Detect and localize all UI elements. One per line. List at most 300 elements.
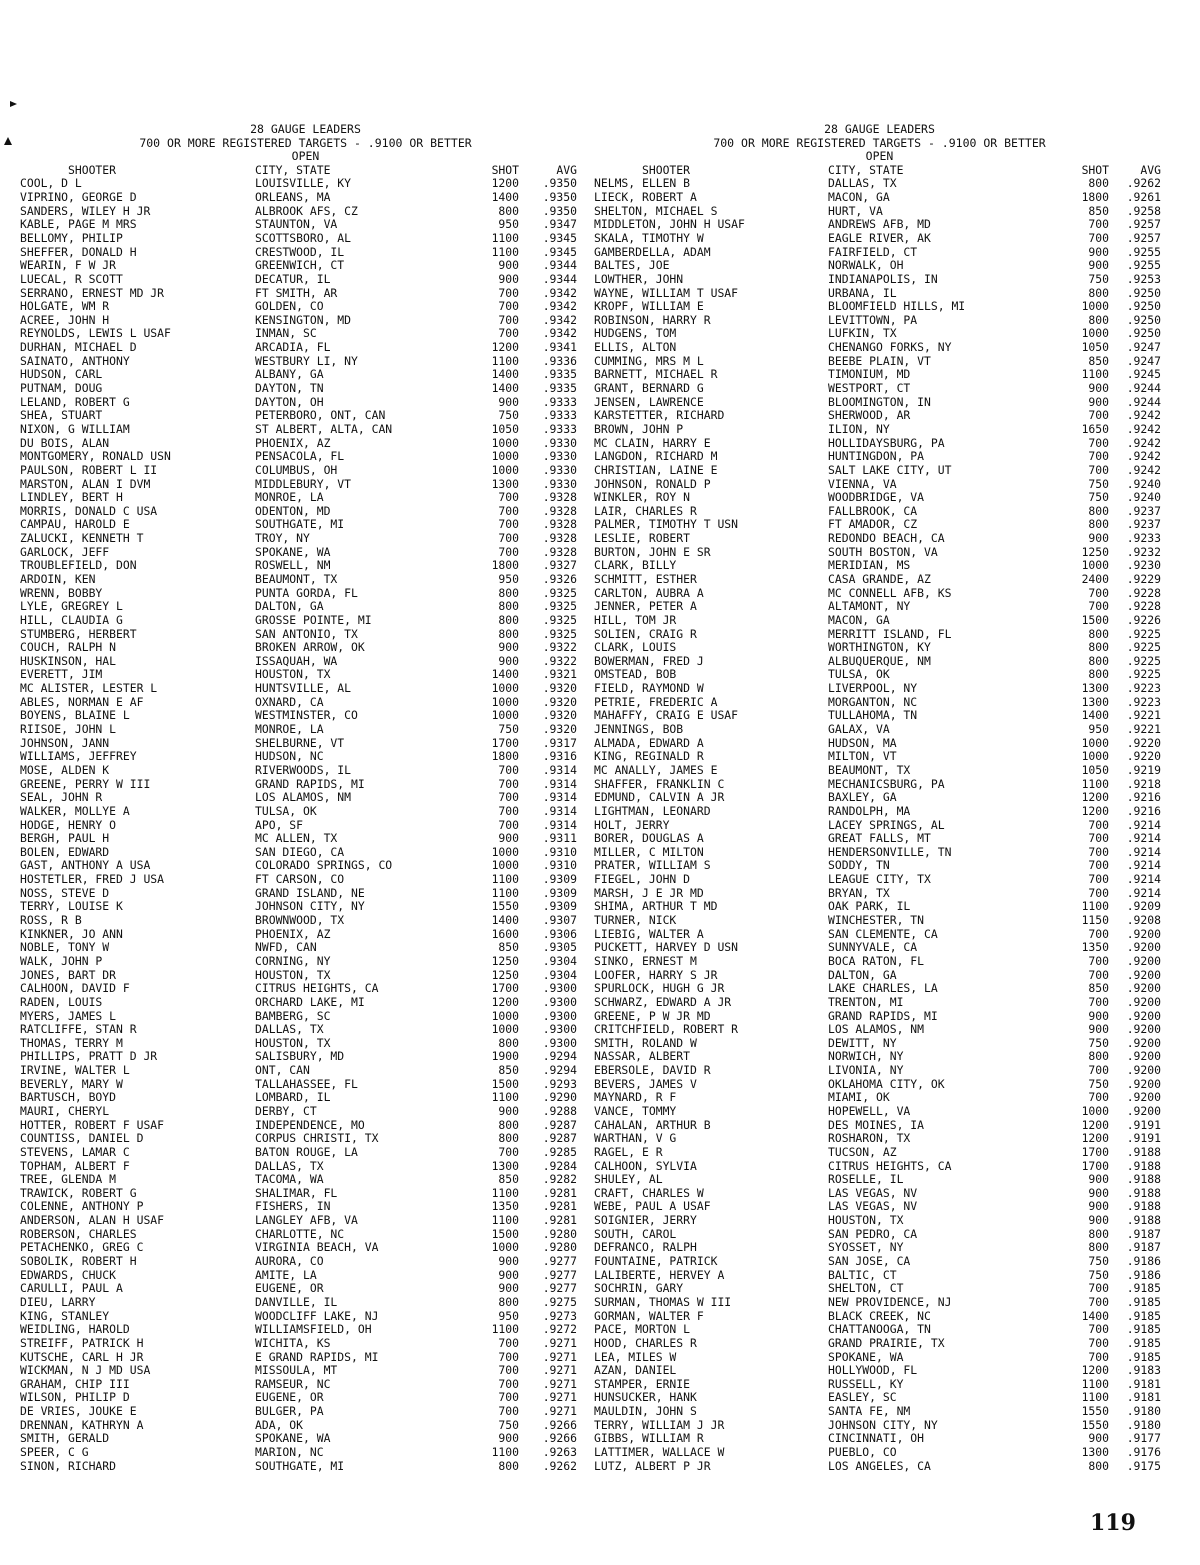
avg-cell: .9191 [1126, 1131, 1161, 1146]
shot-cell: 800 [1088, 285, 1109, 300]
city-cell: BLOOMINGTON, IN [828, 394, 931, 409]
table-row [592, 600, 1167, 614]
shooter-cell: KING, STANLEY [20, 1308, 110, 1323]
table-row [18, 505, 593, 519]
shot-cell: 1100 [491, 1090, 519, 1105]
city-cell: GRAND RAPIDS, MI [828, 1008, 938, 1023]
shot-cell: 1000 [491, 1240, 519, 1255]
avg-cell: .9320 [542, 681, 577, 696]
shooter-cell: MAHAFFY, CRAIG E USAF [594, 708, 739, 723]
shot-cell: 700 [498, 312, 519, 327]
header-avg: AVG [1140, 162, 1161, 177]
shooter-cell: CALHOON, DAVID F [20, 981, 130, 996]
table-row [18, 573, 593, 587]
shot-cell: 700 [498, 299, 519, 314]
table-row [18, 1078, 593, 1092]
city-cell: LOS ALAMOS, NM [255, 790, 352, 805]
city-cell: MERRITT ISLAND, FL [828, 626, 952, 641]
shooter-cell: BEVERS, JAMES V [594, 1076, 697, 1091]
shooter-cell: HOLGATE, WM R [20, 299, 110, 314]
avg-cell: .9200 [1126, 1022, 1161, 1037]
table-row [18, 1323, 593, 1337]
shooter-cell: WAYNE, WILLIAM T USAF [594, 285, 739, 300]
table-row [18, 819, 593, 833]
shot-cell: 1800 [491, 749, 519, 764]
shooter-cell: SHULEY, AL [594, 1172, 663, 1187]
city-cell: HOLLIDAYSBURG, PA [828, 435, 945, 450]
shooter-cell: STEVENS, LAMAR C [20, 1144, 130, 1159]
table-row [592, 1132, 1167, 1146]
city-cell: INDEPENDENCE, MO [255, 1117, 365, 1132]
avg-cell: .9325 [542, 626, 577, 641]
shooter-cell: COUNTISS, DANIEL D [20, 1131, 144, 1146]
table-row [592, 505, 1167, 519]
shot-cell: 900 [498, 1431, 519, 1446]
shooter-cell: SOUTH, CAROL [594, 1226, 677, 1241]
table-row [18, 478, 593, 492]
city-cell: PENSACOLA, FL [255, 449, 345, 464]
shooter-cell: WEARIN, F W JR [20, 258, 117, 273]
avg-cell: .9200 [1126, 926, 1161, 941]
shot-cell: 700 [1088, 217, 1109, 232]
table-row [18, 1023, 593, 1037]
table-row [592, 1160, 1167, 1174]
table-row [592, 546, 1167, 560]
shot-cell: 1000 [1081, 1103, 1109, 1118]
shot-cell: 800 [498, 1035, 519, 1050]
table-row [592, 859, 1167, 873]
table-row [18, 737, 593, 751]
table-row [592, 791, 1167, 805]
table-row [592, 491, 1167, 505]
shooter-cell: HOOD, CHARLES R [594, 1335, 697, 1350]
shooter-cell: SHELTON, MICHAEL S [594, 203, 718, 218]
shot-cell: 1400 [491, 913, 519, 928]
shot-cell: 1700 [491, 981, 519, 996]
shot-cell: 1100 [491, 1322, 519, 1337]
header-avg: AVG [556, 162, 577, 177]
city-cell: APO, SF [255, 817, 304, 832]
avg-cell: .9287 [542, 1131, 577, 1146]
table-row [18, 600, 593, 614]
header-city: CITY, STATE [255, 162, 331, 177]
shooter-cell: MARSH, J E JR MD [594, 885, 704, 900]
shot-cell: 900 [1088, 244, 1109, 259]
avg-cell: .9185 [1126, 1308, 1161, 1323]
shooter-cell: GRAHAM, CHIP III [20, 1376, 130, 1391]
shot-cell: 1250 [491, 967, 519, 982]
table-row [592, 1255, 1167, 1269]
city-cell: EASLEY, SC [828, 1390, 897, 1405]
avg-cell: .9342 [542, 299, 577, 314]
shot-cell: 1050 [1081, 762, 1109, 777]
shot-cell: 850 [1088, 353, 1109, 368]
shot-cell: 1100 [491, 885, 519, 900]
city-cell: DES MOINES, IA [828, 1117, 925, 1132]
avg-cell: .9271 [542, 1390, 577, 1405]
shot-cell: 700 [1088, 1090, 1109, 1105]
city-cell: ANDREWS AFB, MD [828, 217, 931, 232]
table-row [592, 819, 1167, 833]
shot-cell: 1100 [1081, 1376, 1109, 1391]
city-cell: COLORADO SPRINGS, CO [255, 858, 393, 873]
city-cell: BROWNWOOD, TX [255, 913, 345, 928]
avg-cell: .9309 [542, 885, 577, 900]
avg-cell: .9187 [1126, 1226, 1161, 1241]
shot-cell: 800 [1088, 312, 1109, 327]
shooter-cell: WICKMAN, N J MD USA [20, 1363, 151, 1378]
shot-cell: 850 [498, 1172, 519, 1187]
avg-cell: .9257 [1126, 230, 1161, 245]
avg-cell: .9314 [542, 762, 577, 777]
shooter-cell: COLENNE, ANTHONY P [20, 1199, 144, 1214]
avg-cell: .9232 [1126, 544, 1161, 559]
city-cell: CORNING, NY [255, 953, 331, 968]
avg-cell: .9330 [542, 476, 577, 491]
table-row [18, 1105, 593, 1119]
avg-cell: .9280 [542, 1226, 577, 1241]
table-row [592, 1269, 1167, 1283]
shot-cell: 900 [498, 1267, 519, 1282]
shooter-cell: EVERETT, JIM [20, 667, 103, 682]
shot-cell: 1000 [491, 681, 519, 696]
city-cell: TULLAHOMA, TN [828, 708, 918, 723]
shooter-cell: SAINATO, ANTHONY [20, 353, 130, 368]
table-row [592, 750, 1167, 764]
avg-cell: .9333 [542, 421, 577, 436]
city-cell: NWFD, CAN [255, 940, 317, 955]
shot-cell: 700 [1088, 926, 1109, 941]
shot-cell: 1100 [491, 244, 519, 259]
table-row [18, 437, 593, 451]
shot-cell: 1100 [491, 872, 519, 887]
avg-cell: .9242 [1126, 435, 1161, 450]
shooter-cell: HOSTETLER, FRED J USA [20, 872, 165, 887]
table-row [592, 1173, 1167, 1187]
avg-cell: .9347 [542, 217, 577, 232]
shot-cell: 1550 [1081, 1404, 1109, 1419]
avg-cell: .9250 [1126, 299, 1161, 314]
shot-cell: 1200 [1081, 803, 1109, 818]
shooter-cell: SOBOLIK, ROBERT H [20, 1254, 137, 1269]
city-cell: SCOTTSBORO, AL [255, 230, 352, 245]
city-cell: ALBROOK AFS, CZ [255, 203, 358, 218]
table-row [18, 218, 593, 232]
shooter-cell: KUTSCHE, CARL H JR [20, 1349, 144, 1364]
city-cell: GREENWICH, CT [255, 258, 345, 273]
table-row [592, 723, 1167, 737]
city-cell: BOCA RATON, FL [828, 953, 925, 968]
table-row [18, 832, 593, 846]
shooter-cell: NELMS, ELLEN B [594, 176, 691, 191]
shot-cell: 1900 [491, 1049, 519, 1064]
table-row [592, 832, 1167, 846]
city-cell: WESTBURY LI, NY [255, 353, 358, 368]
city-cell: FISHERS, IN [255, 1199, 331, 1214]
table-row [592, 1282, 1167, 1296]
right-table-header [592, 164, 1167, 178]
shooter-cell: EDMUND, CALVIN A JR [594, 790, 725, 805]
shot-cell: 1050 [1081, 340, 1109, 355]
shot-cell: 800 [1088, 503, 1109, 518]
avg-cell: .9314 [542, 817, 577, 832]
avg-cell: .9300 [542, 994, 577, 1009]
city-cell: MARION, NC [255, 1445, 324, 1459]
city-cell: SODDY, TN [828, 858, 890, 873]
table-row [592, 287, 1167, 301]
shooter-cell: CLARK, LOUIS [594, 640, 677, 655]
avg-cell: .9325 [542, 599, 577, 614]
avg-cell: .9225 [1126, 667, 1161, 682]
shot-cell: 900 [498, 640, 519, 655]
avg-cell: .9350 [542, 203, 577, 218]
avg-cell: .9225 [1126, 626, 1161, 641]
table-row [592, 1241, 1167, 1255]
table-row [592, 1187, 1167, 1201]
city-cell: ALBUQUERQUE, NM [828, 653, 931, 668]
table-row [18, 1378, 593, 1392]
shooter-cell: LIEBIG, WALTER A [594, 926, 704, 941]
city-cell: SPOKANE, WA [255, 1431, 331, 1446]
margin-mark-triangle [4, 137, 12, 145]
table-row [18, 1337, 593, 1351]
shot-cell: 1350 [491, 1199, 519, 1214]
table-row [18, 696, 593, 710]
shot-cell: 800 [1088, 667, 1109, 682]
city-cell: DAYTON, TN [255, 381, 324, 396]
table-row [592, 1214, 1167, 1228]
table-row [18, 287, 593, 301]
shot-cell: 1100 [1081, 1390, 1109, 1405]
city-cell: INMAN, SC [255, 326, 317, 341]
avg-cell: .9253 [1126, 271, 1161, 286]
city-cell: BAMBERG, SC [255, 1008, 331, 1023]
table-row [18, 409, 593, 423]
city-cell: STAUNTON, VA [255, 217, 338, 232]
table-row [18, 668, 593, 682]
table-row [592, 1037, 1167, 1051]
shot-cell: 1400 [491, 381, 519, 396]
shot-cell: 800 [1088, 176, 1109, 191]
city-cell: ORLEANS, MA [255, 190, 331, 205]
city-cell: MILTON, VT [828, 749, 897, 764]
shooter-cell: BALTES, JOE [594, 258, 670, 273]
avg-cell: .9317 [542, 735, 577, 750]
city-cell: LAS VEGAS, NV [828, 1199, 918, 1214]
shooter-cell: TURNER, NICK [594, 913, 677, 928]
table-row [18, 1132, 593, 1146]
shot-cell: 700 [498, 1376, 519, 1391]
city-cell: HOUSTON, TX [255, 967, 331, 982]
avg-cell: .9250 [1126, 312, 1161, 327]
shot-cell: 750 [498, 722, 519, 737]
city-cell: WOODBRIDGE, VA [828, 490, 925, 505]
table-row [18, 1391, 593, 1405]
table-row [18, 900, 593, 914]
avg-cell: .9180 [1126, 1404, 1161, 1419]
avg-cell: .9237 [1126, 517, 1161, 532]
shooter-cell: MYERS, JAMES L [20, 1008, 117, 1023]
city-cell: MORGANTON, NC [828, 694, 918, 709]
shot-cell: 700 [1088, 1349, 1109, 1364]
city-cell: WILLIAMSFIELD, OH [255, 1322, 372, 1337]
shooter-cell: WARTHAN, V G [594, 1131, 677, 1146]
table-row [18, 1255, 593, 1269]
avg-cell: .9341 [542, 340, 577, 355]
shooter-cell: KING, REGINALD R [594, 749, 704, 764]
avg-cell: .9200 [1126, 953, 1161, 968]
table-row [18, 1446, 593, 1460]
table-row [18, 1146, 593, 1160]
city-cell: GALAX, VA [828, 722, 890, 737]
shooter-cell: MAURI, CHERYL [20, 1103, 110, 1118]
shooter-cell: GAMBERDELLA, ADAM [594, 244, 711, 259]
table-row [592, 327, 1167, 341]
shooter-cell: CARULLI, PAUL A [20, 1281, 123, 1296]
table-row [18, 314, 593, 328]
table-row [18, 955, 593, 969]
shot-cell: 700 [1088, 885, 1109, 900]
avg-cell: .9304 [542, 953, 577, 968]
shot-cell: 700 [498, 1390, 519, 1405]
avg-cell: .9221 [1126, 708, 1161, 723]
shooter-cell: SINON, RICHARD [20, 1458, 117, 1473]
shooter-cell: BOLEN, EDWARD [20, 844, 110, 859]
city-cell: PETERBORO, ONT, CAN [255, 408, 386, 423]
avg-cell: .9316 [542, 749, 577, 764]
shot-cell: 1400 [1081, 1308, 1109, 1323]
avg-cell: .9275 [542, 1294, 577, 1309]
city-cell: LAS VEGAS, NV [828, 1185, 918, 1200]
table-row [18, 996, 593, 1010]
table-row [18, 873, 593, 887]
table-row [592, 1337, 1167, 1351]
table-row [592, 1078, 1167, 1092]
avg-cell: .9345 [542, 244, 577, 259]
shot-cell: 900 [1088, 1008, 1109, 1023]
city-cell: SHERWOOD, AR [828, 408, 911, 423]
shot-cell: 800 [1088, 640, 1109, 655]
table-row [592, 1310, 1167, 1324]
avg-cell: .9310 [542, 858, 577, 873]
city-cell: LACEY SPRINGS, AL [828, 817, 945, 832]
city-cell: RIVERWOODS, IL [255, 762, 352, 777]
city-cell: HOUSTON, TX [828, 1213, 904, 1228]
table-row [18, 491, 593, 505]
table-row [592, 232, 1167, 246]
shooter-cell: WEBE, PAUL A USAF [594, 1199, 711, 1214]
avg-cell: .9282 [542, 1172, 577, 1187]
table-row [18, 750, 593, 764]
city-cell: AMITE, LA [255, 1267, 317, 1282]
table-row [592, 709, 1167, 723]
shooter-cell: ROSS, R B [20, 913, 82, 928]
avg-cell: .9191 [1126, 1117, 1161, 1132]
avg-cell: .9342 [542, 312, 577, 327]
shooter-cell: THOMAS, TERRY M [20, 1035, 123, 1050]
shot-cell: 1000 [491, 1008, 519, 1023]
city-cell: RANDOLPH, MA [828, 803, 911, 818]
shot-cell: 800 [1088, 1049, 1109, 1064]
avg-cell: .9328 [542, 531, 577, 546]
city-cell: MECHANICSBURG, PA [828, 776, 945, 791]
city-cell: BRYAN, TX [828, 885, 890, 900]
avg-cell: .9214 [1126, 858, 1161, 873]
shooter-cell: JENNINGS, BOB [594, 722, 684, 737]
city-cell: SHALIMAR, FL [255, 1185, 338, 1200]
avg-cell: .9255 [1126, 258, 1161, 273]
shooter-cell: GREENE, PERRY W III [20, 776, 151, 791]
shot-cell: 750 [1088, 1076, 1109, 1091]
city-cell: SPOKANE, WA [828, 1349, 904, 1364]
avg-cell: .9335 [542, 367, 577, 382]
shot-cell: 900 [498, 831, 519, 846]
shooter-cell: WALK, JOHN P [20, 953, 103, 968]
city-cell: PHOENIX, AZ [255, 926, 331, 941]
table-row [18, 682, 593, 696]
table-row [592, 1432, 1167, 1446]
city-cell: WOODCLIFF LAKE, NJ [255, 1308, 379, 1323]
table-row [18, 1228, 593, 1242]
city-cell: TROY, NY [255, 531, 310, 546]
city-cell: SUNNYVALE, CA [828, 940, 918, 955]
shooter-cell: SANDERS, WILEY H JR [20, 203, 151, 218]
shooter-cell: BARNETT, MICHAEL R [594, 367, 718, 382]
shot-cell: 1500 [491, 1226, 519, 1241]
avg-cell: .9180 [1126, 1417, 1161, 1432]
shot-cell: 900 [1088, 381, 1109, 396]
shot-cell: 700 [498, 1349, 519, 1364]
shot-cell: 1000 [491, 435, 519, 450]
shot-cell: 1000 [491, 858, 519, 873]
table-row [18, 969, 593, 983]
city-cell: MC CONNELL AFB, KS [828, 585, 952, 600]
city-cell: SAN CLEMENTE, CA [828, 926, 938, 941]
shot-cell: 800 [1088, 1458, 1109, 1473]
avg-cell: .9225 [1126, 640, 1161, 655]
avg-cell: .9200 [1126, 994, 1161, 1009]
shooter-cell: HILL, TOM JR [594, 612, 677, 627]
avg-cell: .9309 [542, 899, 577, 914]
city-cell: DANVILLE, IL [255, 1294, 338, 1309]
avg-cell: .9186 [1126, 1254, 1161, 1269]
table-row [18, 327, 593, 341]
shooter-cell: STREIFF, PATRICK H [20, 1335, 144, 1350]
table-row [592, 1323, 1167, 1337]
shot-cell: 1700 [1081, 1144, 1109, 1159]
avg-cell: .9311 [542, 831, 577, 846]
avg-cell: .9242 [1126, 421, 1161, 436]
avg-cell: .9293 [542, 1076, 577, 1091]
shooter-cell: TRAWICK, ROBERT G [20, 1185, 137, 1200]
shooter-cell: HILL, CLAUDIA G [20, 612, 123, 627]
table-row [18, 273, 593, 287]
table-row [592, 1023, 1167, 1037]
avg-cell: .9209 [1126, 899, 1161, 914]
shot-cell: 1200 [1081, 1117, 1109, 1132]
avg-cell: .9214 [1126, 872, 1161, 887]
shooter-cell: COOL, D L [20, 176, 82, 191]
avg-cell: .9271 [542, 1404, 577, 1419]
shooter-cell: SCHMITT, ESTHER [594, 572, 697, 586]
left-title: 28 GAUGE LEADERS [250, 122, 361, 136]
shot-cell: 700 [498, 1335, 519, 1350]
shooter-cell: ANDERSON, ALAN H USAF [20, 1213, 165, 1228]
avg-cell: .9177 [1126, 1431, 1161, 1446]
shooter-cell: GREENE, P W JR MD [594, 1008, 711, 1023]
shot-cell: 900 [498, 1103, 519, 1118]
shooter-cell: SPEER, C G [20, 1445, 89, 1459]
